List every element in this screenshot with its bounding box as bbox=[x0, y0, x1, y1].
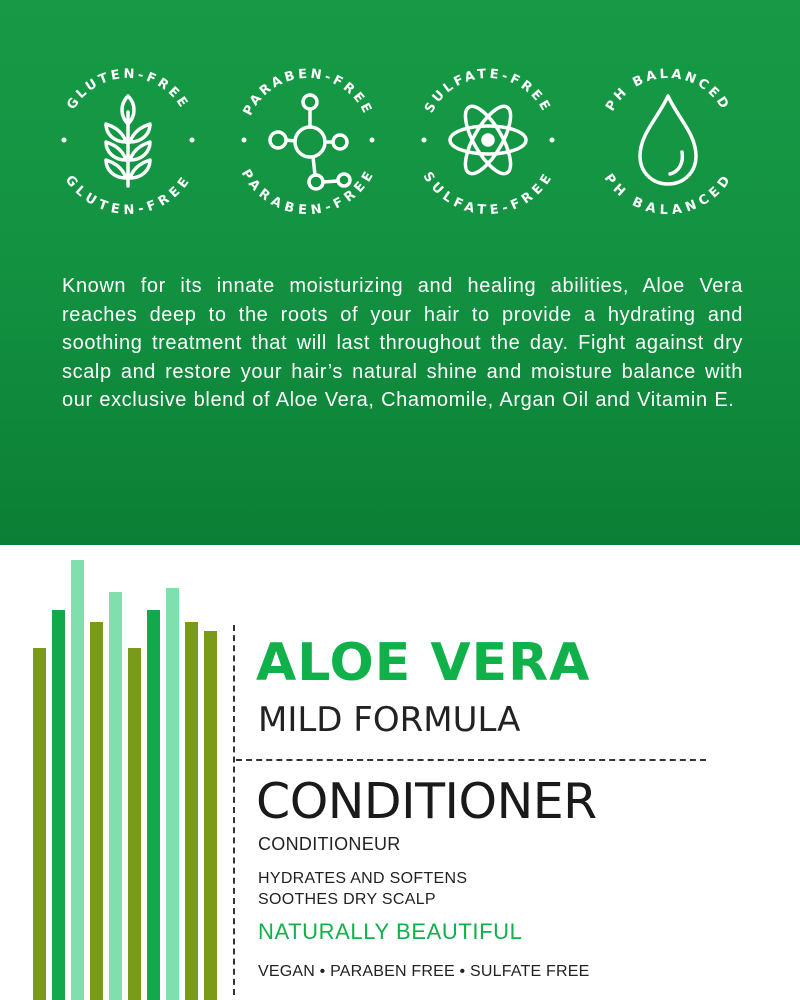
product-description: Known for its innate moisturizing and healing abilities, Aloe Vera reaches deep to the roots of your hair to provide a hydrating and soothing treatment that will last throughout the day. Fight against dry scalp and restore your hair’s natural shine and moisture balance with our exclusive blend of Aloe Vera, Chamomile, Argan Oil and Vitamin E. bbox=[62, 275, 743, 412]
vertical-divider bbox=[233, 625, 235, 995]
benefit-2: SOOTHES DRY SCALP bbox=[258, 891, 436, 908]
horizontal-divider bbox=[236, 759, 706, 761]
badge-ph-balanced bbox=[580, 30, 756, 250]
badge-label-top: GLUTEN-FREE bbox=[64, 66, 192, 113]
badge-row bbox=[0, 30, 800, 250]
product-type: CONDITIONER bbox=[256, 773, 597, 830]
badge-gluten-free bbox=[40, 30, 216, 250]
badge-label-bottom: SULFATE-FREE bbox=[419, 169, 557, 218]
stripe bbox=[90, 622, 103, 1000]
benefit-1: HYDRATES AND SOFTENS bbox=[258, 870, 468, 887]
wheat-icon bbox=[106, 96, 150, 186]
badge-label-bottom: PARABEN-FREE bbox=[238, 166, 378, 218]
water-drop-icon bbox=[640, 96, 696, 184]
stripe bbox=[185, 622, 198, 1000]
stripe bbox=[128, 648, 141, 1000]
stripe bbox=[71, 560, 84, 1000]
molecule-icon bbox=[270, 95, 350, 189]
stripe bbox=[204, 631, 217, 1000]
badge-label-bottom: PH BALANCED bbox=[600, 171, 736, 218]
product-name: ALOE VERA bbox=[256, 633, 591, 693]
product-formula: MILD FORMULA bbox=[258, 700, 521, 740]
stripe bbox=[147, 610, 160, 1000]
badge-label-top: PH BALANCED bbox=[603, 66, 733, 115]
stripe-graphic bbox=[0, 545, 230, 1000]
badge-label-bottom: GLUTEN-FREE bbox=[62, 172, 194, 218]
stripe bbox=[109, 592, 122, 1000]
badge-paraben-free bbox=[220, 30, 396, 250]
badge-sulfate-free bbox=[400, 30, 576, 250]
stripe bbox=[52, 610, 65, 1000]
tagline: NATURALLY BEAUTIFUL bbox=[258, 919, 523, 944]
badge-label-top: SULFATE-FREE bbox=[422, 66, 554, 116]
stripe bbox=[166, 588, 179, 1000]
label-panel bbox=[0, 545, 800, 1000]
atom-icon bbox=[450, 100, 526, 180]
product-type-french: CONDITIONEUR bbox=[258, 834, 401, 854]
badge-label-top: PARABEN-FREE bbox=[240, 66, 376, 119]
stripe bbox=[33, 648, 46, 1000]
product-claims: VEGAN • PARABEN FREE • SULFATE FREE bbox=[258, 963, 590, 980]
